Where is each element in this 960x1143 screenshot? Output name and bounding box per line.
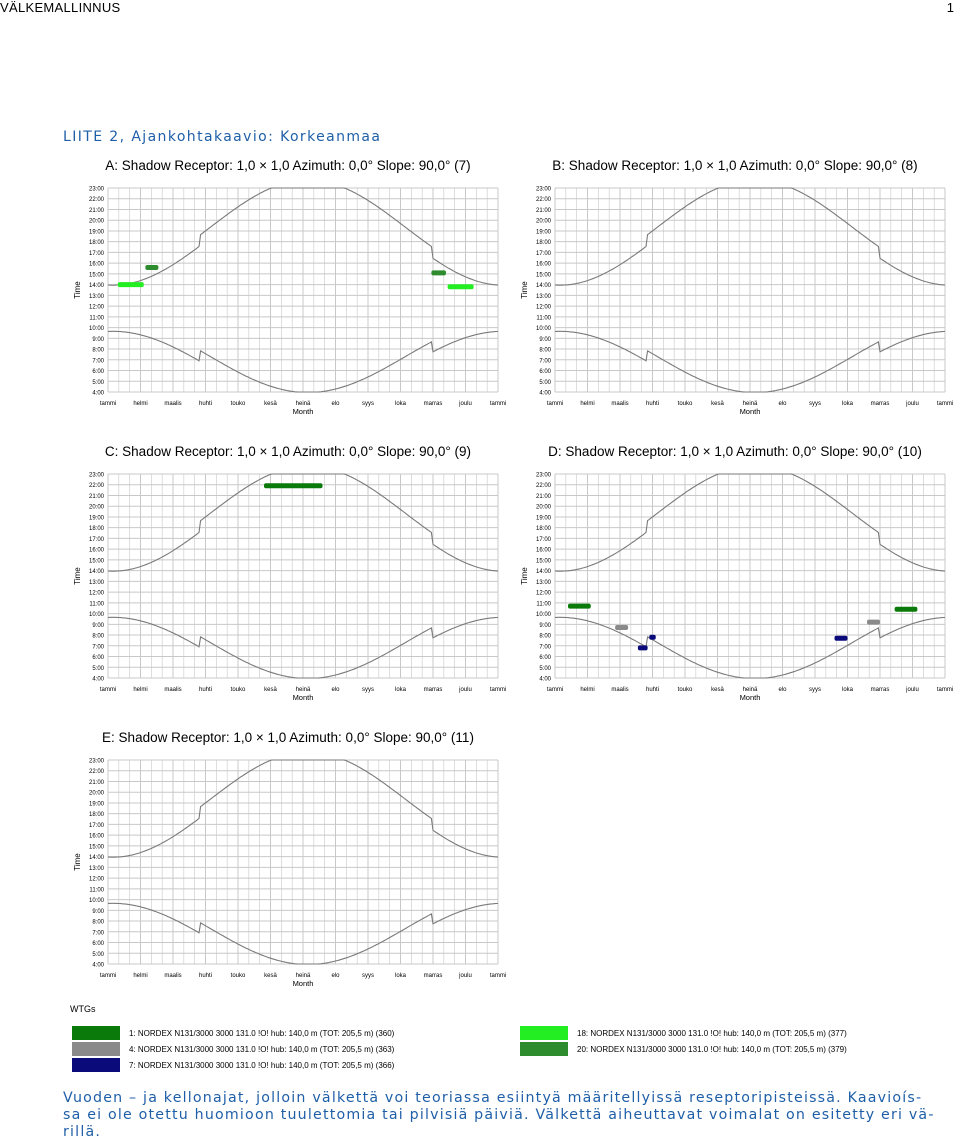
shadow-event-bar xyxy=(835,636,848,641)
y-tick-label: 22:00 xyxy=(88,483,104,490)
legend-swatch xyxy=(520,1042,568,1056)
x-tick-label: maalis xyxy=(164,687,182,693)
x-tick-label: loka xyxy=(394,687,407,693)
y-tick-label: 5:00 xyxy=(92,951,104,958)
legend-item-wtg20 xyxy=(520,1042,847,1056)
y-tick-label: 17:00 xyxy=(88,536,104,543)
y-tick-label: 17:00 xyxy=(88,822,104,829)
x-tick-label: syys xyxy=(809,401,821,407)
y-tick-label: 14:00 xyxy=(535,283,551,290)
y-tick-label: 20:00 xyxy=(535,504,551,511)
shadow-event-bar xyxy=(264,483,323,488)
x-tick-label: helmi xyxy=(133,401,148,407)
x-tick-label: marras xyxy=(423,687,443,693)
x-tick-label: touko xyxy=(230,687,246,693)
y-tick-label: 6:00 xyxy=(539,655,551,662)
x-tick-label: huhti xyxy=(645,401,660,407)
x-tick-label: kesä xyxy=(711,687,724,693)
x-tick-label: tammi xyxy=(546,687,564,693)
legend-item-wtg1 xyxy=(72,1026,394,1040)
legend-swatch xyxy=(72,1058,120,1072)
legend-item-wtg18 xyxy=(520,1026,847,1040)
y-tick-label: 11:00 xyxy=(89,887,104,894)
shadow-event-bar xyxy=(118,282,144,287)
y-tick-label: 18:00 xyxy=(535,526,551,533)
y-tick-label: 17:00 xyxy=(535,536,551,543)
y-tick-label: 13:00 xyxy=(535,293,551,300)
caption-line: Vuoden – ja kellonajat, jolloin välkettä voi teoriassa esiintyä määritellyissä reseptoripisteissä. Kaavioís- xyxy=(63,1090,923,1106)
document-header: VÄLKEMALLINNUS xyxy=(0,0,121,15)
y-tick-label: 23:00 xyxy=(88,472,104,479)
y-tick-label: 10:00 xyxy=(88,612,104,619)
y-tick-label: 12:00 xyxy=(88,304,104,311)
y-tick-label: 23:00 xyxy=(88,758,104,765)
y-tick-label: 7:00 xyxy=(92,358,104,365)
y-tick-label: 14:00 xyxy=(535,569,551,576)
x-tick-label: helmi xyxy=(133,973,148,979)
y-tick-label: 18:00 xyxy=(88,812,104,819)
y-tick-label: 21:00 xyxy=(88,779,104,786)
legend-item-wtg7 xyxy=(72,1058,394,1072)
y-axis-label: Time xyxy=(520,567,529,585)
x-tick-label: touko xyxy=(230,973,246,979)
y-tick-label: 9:00 xyxy=(92,908,104,915)
chart-panel-a xyxy=(68,158,508,433)
chart-a xyxy=(68,184,508,434)
y-tick-label: 17:00 xyxy=(88,250,104,257)
y-tick-label: 14:00 xyxy=(88,283,104,290)
y-tick-label: 10:00 xyxy=(535,326,551,333)
y-tick-label: 19:00 xyxy=(88,229,104,236)
x-axis-label: Month xyxy=(292,693,314,702)
y-tick-label: 18:00 xyxy=(535,240,551,247)
x-tick-label: touko xyxy=(677,687,693,693)
x-tick-label: heinä xyxy=(295,973,311,979)
y-tick-label: 8:00 xyxy=(92,633,104,640)
x-tick-label: huhti xyxy=(198,401,213,407)
y-tick-label: 12:00 xyxy=(535,590,551,597)
y-tick-label: 6:00 xyxy=(92,941,104,948)
chart-panel-e xyxy=(68,730,508,1005)
y-tick-label: 13:00 xyxy=(88,293,104,300)
y-tick-label: 8:00 xyxy=(92,919,104,926)
chart-b xyxy=(515,184,955,434)
x-tick-label: elo xyxy=(778,687,787,693)
wtg-legend xyxy=(70,1004,950,1074)
y-tick-label: 15:00 xyxy=(88,558,104,565)
x-axis-label: Month xyxy=(739,693,761,702)
legend-label: 20: NORDEX N131/3000 3000 131.0 !O! hub: 140,0 m (TOT: 205,5 m) (379) xyxy=(577,1044,847,1054)
chart-panel-b xyxy=(515,158,955,433)
x-tick-label: huhti xyxy=(198,687,213,693)
legend-label: 7: NORDEX N131/3000 3000 131.0 !O! hub: 140,0 m (TOT: 205,5 m) (366) xyxy=(129,1060,395,1070)
x-tick-label: joulu xyxy=(906,687,919,693)
chart-title: E: Shadow Receptor: 1,0 × 1,0 Azimuth: 0,0° Slope: 90,0° (11) xyxy=(102,730,474,745)
chart-title: A: Shadow Receptor: 1,0 × 1,0 Azimuth: 0,0° Slope: 90,0° (7) xyxy=(105,158,471,173)
chart-d xyxy=(515,470,955,720)
y-tick-label: 15:00 xyxy=(535,558,551,565)
y-tick-label: 21:00 xyxy=(535,207,551,214)
x-tick-label: huhti xyxy=(645,687,660,693)
y-tick-label: 22:00 xyxy=(88,769,104,776)
y-tick-label: 23:00 xyxy=(88,186,104,193)
caption-line: rillä. xyxy=(63,1124,102,1140)
y-tick-label: 19:00 xyxy=(88,515,104,522)
shadow-event-bar xyxy=(145,265,158,270)
legend-label: 4: NORDEX N131/3000 3000 131.0 !O! hub: 140,0 m (TOT: 205,5 m) (363) xyxy=(129,1044,395,1054)
x-tick-label: touko xyxy=(677,401,693,407)
x-tick-label: marras xyxy=(423,401,443,407)
x-tick-label: maalis xyxy=(611,401,629,407)
y-tick-label: 8:00 xyxy=(539,347,551,354)
y-tick-label: 7:00 xyxy=(92,644,104,651)
y-tick-label: 4:00 xyxy=(92,962,104,969)
x-tick-label: heinä xyxy=(295,687,311,693)
y-tick-label: 4:00 xyxy=(539,676,551,683)
y-tick-label: 18:00 xyxy=(88,526,104,533)
chart-title: B: Shadow Receptor: 1,0 × 1,0 Azimuth: 0,0° Slope: 90,0° (8) xyxy=(552,158,918,173)
legend-label: 18: NORDEX N131/3000 3000 131.0 !O! hub: 140,0 m (TOT: 205,5 m) (377) xyxy=(577,1028,847,1038)
x-tick-label: kesä xyxy=(264,401,277,407)
y-tick-label: 16:00 xyxy=(535,547,551,554)
x-axis-label: Month xyxy=(292,979,314,988)
y-tick-label: 9:00 xyxy=(92,336,104,343)
legend-item-wtg4 xyxy=(72,1042,394,1056)
y-tick-label: 19:00 xyxy=(535,229,551,236)
y-tick-label: 5:00 xyxy=(539,665,551,672)
y-tick-label: 7:00 xyxy=(92,930,104,937)
x-axis-label: Month xyxy=(292,407,314,416)
x-tick-label: loka xyxy=(841,687,854,693)
shadow-event-bar xyxy=(431,270,446,275)
y-tick-label: 20:00 xyxy=(88,504,104,511)
chart-panel-d xyxy=(515,444,955,719)
y-tick-label: 20:00 xyxy=(535,218,551,225)
y-tick-label: 16:00 xyxy=(88,833,104,840)
shadow-event-bar xyxy=(448,284,474,289)
y-tick-label: 22:00 xyxy=(535,197,551,204)
y-tick-label: 12:00 xyxy=(535,304,551,311)
y-tick-label: 19:00 xyxy=(88,801,104,808)
page-number: 1 xyxy=(946,0,954,15)
x-tick-label: marras xyxy=(423,973,443,979)
x-tick-label: elo xyxy=(778,401,787,407)
y-tick-label: 13:00 xyxy=(88,579,104,586)
x-tick-label: kesä xyxy=(264,687,277,693)
y-tick-label: 11:00 xyxy=(536,601,551,608)
x-tick-label: joulu xyxy=(459,973,472,979)
y-tick-label: 14:00 xyxy=(88,855,104,862)
x-tick-label: tammi xyxy=(489,687,507,693)
shadow-event-bar xyxy=(568,604,591,609)
chart-title: C: Shadow Receptor: 1,0 × 1,0 Azimuth: 0,0° Slope: 90,0° (9) xyxy=(104,444,472,459)
x-tick-label: huhti xyxy=(198,973,213,979)
caption-line: sa ei ole otettu huomioon tuulettomia tai pilvisiä päiviä. Välkettä aiheuttavat voimalat on esitetty eri vä- xyxy=(63,1107,935,1123)
shadow-event-bar xyxy=(867,620,880,625)
y-tick-label: 4:00 xyxy=(92,390,104,397)
y-tick-label: 18:00 xyxy=(88,240,104,247)
y-tick-label: 16:00 xyxy=(535,261,551,268)
figure-caption xyxy=(63,1090,953,1141)
y-tick-label: 15:00 xyxy=(88,272,104,279)
y-axis-label: Time xyxy=(73,567,82,585)
y-tick-label: 22:00 xyxy=(88,197,104,204)
chart-e xyxy=(68,756,508,1006)
y-tick-label: 5:00 xyxy=(539,379,551,386)
y-tick-label: 11:00 xyxy=(89,601,104,608)
x-tick-label: loka xyxy=(394,973,407,979)
legend-swatch xyxy=(72,1026,120,1040)
x-tick-label: tammi xyxy=(936,401,954,407)
chart-c xyxy=(68,470,508,720)
x-tick-label: maalis xyxy=(164,401,182,407)
legend-label: 1: NORDEX N131/3000 3000 131.0 !O! hub: 140,0 m (TOT: 205,5 m) (360) xyxy=(129,1028,395,1038)
x-tick-label: kesä xyxy=(711,401,724,407)
y-tick-label: 5:00 xyxy=(92,665,104,672)
y-tick-label: 23:00 xyxy=(535,186,551,193)
x-tick-label: tammi xyxy=(99,687,117,693)
legend-swatch xyxy=(520,1026,568,1040)
x-tick-label: elo xyxy=(331,973,340,979)
x-tick-label: tammi xyxy=(936,687,954,693)
x-tick-label: tammi xyxy=(99,973,117,979)
section-title: LIITE 2, Ajankohtakaavio: Korkeanmaa xyxy=(63,129,382,145)
y-tick-label: 5:00 xyxy=(92,379,104,386)
y-axis-label: Time xyxy=(73,281,82,299)
shadow-event-bar xyxy=(615,625,628,630)
x-tick-label: joulu xyxy=(459,687,472,693)
y-tick-label: 6:00 xyxy=(92,369,104,376)
x-tick-label: joulu xyxy=(459,401,472,407)
y-tick-label: 21:00 xyxy=(88,493,104,500)
x-tick-label: marras xyxy=(870,687,890,693)
x-tick-label: tammi xyxy=(99,401,117,407)
y-tick-label: 19:00 xyxy=(535,515,551,522)
y-tick-label: 8:00 xyxy=(92,347,104,354)
x-tick-label: tammi xyxy=(546,401,564,407)
x-tick-label: syys xyxy=(362,687,374,693)
legend-title: WTGs xyxy=(70,1004,96,1014)
shadow-event-bar xyxy=(895,607,918,612)
x-tick-label: loka xyxy=(394,401,407,407)
y-tick-label: 11:00 xyxy=(89,315,104,322)
y-tick-label: 15:00 xyxy=(535,272,551,279)
y-tick-label: 20:00 xyxy=(88,218,104,225)
y-tick-label: 9:00 xyxy=(92,622,104,629)
y-tick-label: 13:00 xyxy=(535,579,551,586)
y-tick-label: 7:00 xyxy=(539,644,551,651)
y-tick-label: 15:00 xyxy=(88,844,104,851)
y-tick-label: 4:00 xyxy=(92,676,104,683)
y-tick-label: 16:00 xyxy=(88,547,104,554)
x-tick-label: tammi xyxy=(489,973,507,979)
y-tick-label: 14:00 xyxy=(88,569,104,576)
x-tick-label: maalis xyxy=(164,973,182,979)
y-axis-label: Time xyxy=(520,281,529,299)
legend-swatch xyxy=(72,1042,120,1056)
chart-title: D: Shadow Receptor: 1,0 × 1,0 Azimuth: 0,0° Slope: 90,0° (10) xyxy=(548,444,922,459)
x-axis-label: Month xyxy=(739,407,761,416)
shadow-event-bar xyxy=(638,645,648,650)
y-tick-label: 21:00 xyxy=(88,207,104,214)
shadow-event-bar xyxy=(649,635,656,640)
y-tick-label: 17:00 xyxy=(535,250,551,257)
x-tick-label: elo xyxy=(331,401,340,407)
y-tick-label: 9:00 xyxy=(539,622,551,629)
x-tick-label: helmi xyxy=(580,687,595,693)
y-axis-label: Time xyxy=(73,853,82,871)
x-tick-label: heinä xyxy=(742,401,758,407)
y-tick-label: 8:00 xyxy=(539,633,551,640)
y-tick-label: 10:00 xyxy=(88,898,104,905)
x-tick-label: joulu xyxy=(906,401,919,407)
y-tick-label: 20:00 xyxy=(88,790,104,797)
chart-panel-c xyxy=(68,444,508,719)
y-tick-label: 4:00 xyxy=(539,390,551,397)
x-tick-label: loka xyxy=(841,401,854,407)
y-tick-label: 23:00 xyxy=(535,472,551,479)
x-tick-label: touko xyxy=(230,401,246,407)
x-tick-label: syys xyxy=(809,687,821,693)
x-tick-label: helmi xyxy=(133,687,148,693)
y-tick-label: 7:00 xyxy=(539,358,551,365)
x-tick-label: marras xyxy=(870,401,890,407)
x-tick-label: helmi xyxy=(580,401,595,407)
y-tick-label: 10:00 xyxy=(88,326,104,333)
y-tick-label: 9:00 xyxy=(539,336,551,343)
y-tick-label: 11:00 xyxy=(536,315,551,322)
x-tick-label: heinä xyxy=(295,401,311,407)
x-tick-label: tammi xyxy=(489,401,507,407)
x-tick-label: syys xyxy=(362,973,374,979)
y-tick-label: 22:00 xyxy=(535,483,551,490)
x-tick-label: kesä xyxy=(264,973,277,979)
x-tick-label: maalis xyxy=(611,687,629,693)
y-tick-label: 6:00 xyxy=(92,655,104,662)
x-tick-label: elo xyxy=(331,687,340,693)
y-tick-label: 6:00 xyxy=(539,369,551,376)
y-tick-label: 21:00 xyxy=(535,493,551,500)
y-tick-label: 13:00 xyxy=(88,865,104,872)
y-tick-label: 12:00 xyxy=(88,876,104,883)
x-tick-label: syys xyxy=(362,401,374,407)
y-tick-label: 16:00 xyxy=(88,261,104,268)
y-tick-label: 12:00 xyxy=(88,590,104,597)
x-tick-label: heinä xyxy=(742,687,758,693)
y-tick-label: 10:00 xyxy=(535,612,551,619)
